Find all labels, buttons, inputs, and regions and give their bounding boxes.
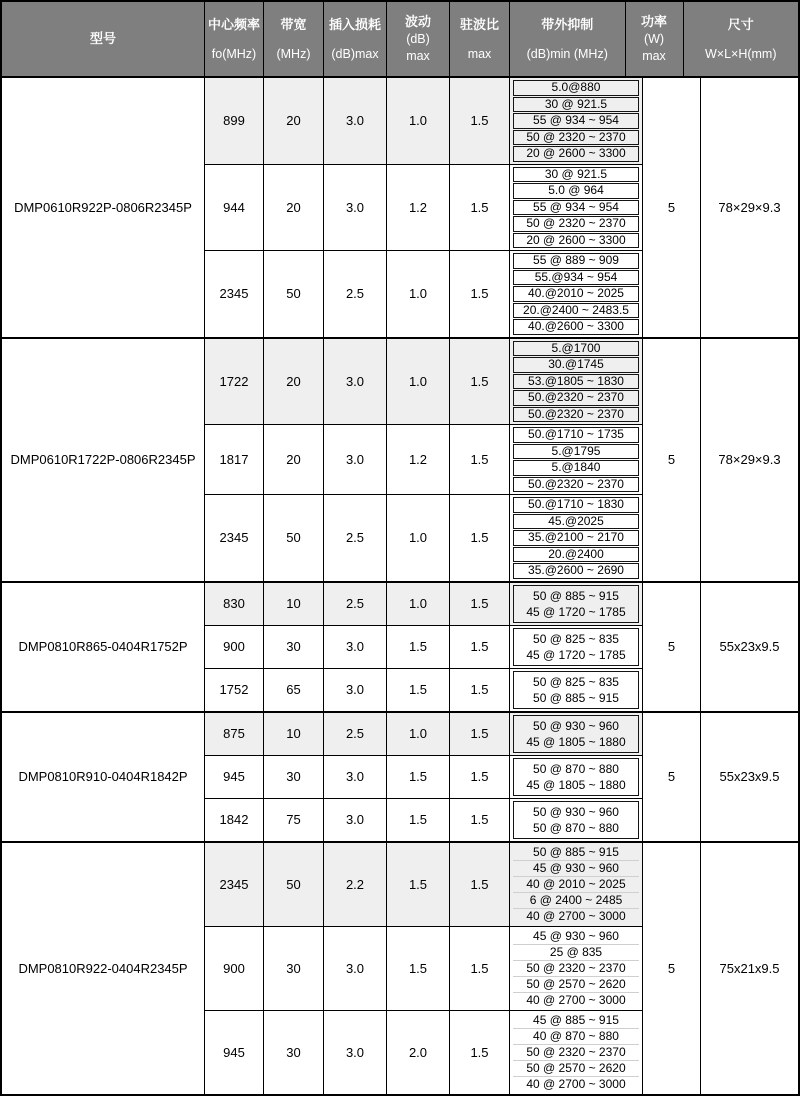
rejection-line: 50 @ 885 ~ 915 bbox=[533, 690, 619, 705]
header-label: fo(MHz) bbox=[211, 46, 257, 61]
rejection-line: 53.@1805 ~ 1830 bbox=[513, 374, 639, 390]
fo-cell: 900 bbox=[205, 626, 264, 668]
ripple-cell: 1.5 bbox=[387, 927, 450, 1010]
rejection-line: 50.@2320 ~ 2370 bbox=[513, 390, 639, 406]
rejection-line: 50 @ 825 ~ 835 bbox=[533, 631, 619, 646]
ripple-cell: 1.0 bbox=[387, 339, 450, 425]
size-cell: 55x23x9.5 bbox=[700, 713, 798, 841]
rejection-cell bbox=[510, 843, 642, 926]
rejection-line: 50.@1710 ~ 1830 bbox=[513, 497, 639, 513]
rejection-cell bbox=[510, 669, 642, 711]
header-label: (dB)max bbox=[331, 46, 379, 61]
fo-cell: 875 bbox=[205, 713, 264, 755]
vswr-cell: 1.5 bbox=[450, 669, 510, 711]
vswr-cell: 1.5 bbox=[450, 425, 510, 494]
power-cell: 5 bbox=[642, 339, 700, 581]
rejection-cell bbox=[510, 713, 642, 755]
bandwidth-cell: 20 bbox=[264, 339, 324, 425]
rejection-line: 30.@1745 bbox=[513, 357, 639, 373]
fo-cell: 900 bbox=[205, 927, 264, 1010]
rejection-cell bbox=[510, 165, 642, 251]
spec-rows bbox=[205, 843, 642, 1094]
rejection-cell bbox=[510, 626, 642, 668]
header-label: W×L×H(mm) bbox=[704, 46, 777, 61]
model-name-cell: DMP0810R865-0404R1752P bbox=[2, 583, 205, 711]
vswr-cell: 1.5 bbox=[450, 495, 510, 581]
model-name-cell: DMP0610R922P-0806R2345P bbox=[2, 78, 205, 337]
model-name-cell: DMP0810R910-0404R1842P bbox=[2, 713, 205, 841]
rejection-line: 50 @ 930 ~ 960 bbox=[533, 804, 619, 819]
fo-cell: 945 bbox=[205, 1011, 264, 1094]
ripple-cell: 1.5 bbox=[387, 843, 450, 926]
spec-row bbox=[205, 339, 642, 425]
model-block-1 bbox=[2, 78, 798, 337]
insertion-loss-cell: 3.0 bbox=[324, 1011, 387, 1094]
vswr-cell: 1.5 bbox=[450, 713, 510, 755]
rejection-cell bbox=[510, 425, 642, 494]
rejection-cell bbox=[510, 927, 642, 1010]
rejection-line: 5.@1795 bbox=[513, 444, 639, 460]
spec-row bbox=[205, 164, 642, 251]
bandwidth-cell: 20 bbox=[264, 78, 324, 164]
rejection-line: 55.@934 ~ 954 bbox=[513, 270, 639, 286]
header-label: 型号 bbox=[89, 31, 116, 46]
rejection-cell bbox=[510, 583, 642, 625]
rejection-cell bbox=[510, 495, 642, 581]
ripple-cell: 1.5 bbox=[387, 756, 450, 798]
rejection-line: 6 @ 2400 ~ 2485 bbox=[513, 892, 639, 908]
header-label: 驻波比 bbox=[459, 16, 499, 32]
header-label: 带宽 bbox=[280, 16, 307, 32]
spec-row bbox=[205, 78, 642, 164]
ripple-cell: 1.0 bbox=[387, 78, 450, 164]
rejection-list bbox=[513, 341, 639, 423]
bandwidth-cell: 20 bbox=[264, 165, 324, 251]
rejection-line: 5.0 @ 964 bbox=[513, 183, 639, 199]
bandwidth-cell: 75 bbox=[264, 799, 324, 841]
ripple-cell: 1.0 bbox=[387, 713, 450, 755]
rejection-line: 45.@2025 bbox=[513, 514, 639, 530]
fo-cell: 830 bbox=[205, 583, 264, 625]
rejection-line: 30 @ 921.5 bbox=[513, 97, 639, 113]
header-label: max bbox=[406, 49, 430, 63]
rejection-list bbox=[513, 80, 639, 162]
ripple-cell: 1.5 bbox=[387, 626, 450, 668]
rejection-list bbox=[513, 628, 639, 666]
rejection-line: 50 @ 2570 ~ 2620 bbox=[513, 1060, 639, 1076]
spec-row bbox=[205, 713, 642, 755]
table-body bbox=[2, 78, 798, 1094]
bandwidth-cell: 10 bbox=[264, 583, 324, 625]
rejection-line: 50 @ 2320 ~ 2370 bbox=[513, 130, 639, 146]
rejection-line: 45 @ 885 ~ 915 bbox=[533, 1012, 619, 1027]
rejection-line: 50 @ 885 ~ 915 bbox=[533, 844, 619, 859]
insertion-loss-cell: 3.0 bbox=[324, 165, 387, 251]
rejection-cell bbox=[510, 251, 642, 337]
power-cell: 5 bbox=[642, 78, 700, 337]
header-cell-model bbox=[2, 2, 205, 76]
header-label: max bbox=[642, 49, 666, 63]
rejection-line: 55 @ 889 ~ 909 bbox=[513, 253, 639, 269]
model-block-3 bbox=[2, 581, 798, 711]
header-cell-size bbox=[684, 2, 799, 76]
insertion-loss-cell: 3.0 bbox=[324, 799, 387, 841]
rejection-line: 35.@2600 ~ 2690 bbox=[513, 563, 639, 579]
header-cell-bandwidth bbox=[264, 2, 324, 76]
insertion-loss-cell: 2.5 bbox=[324, 583, 387, 625]
model-block-5 bbox=[2, 841, 798, 1094]
vswr-cell: 1.5 bbox=[450, 626, 510, 668]
rejection-line: 35.@2100 ~ 2170 bbox=[513, 530, 639, 546]
fo-cell: 944 bbox=[205, 165, 264, 251]
vswr-cell: 1.5 bbox=[450, 756, 510, 798]
rejection-list bbox=[513, 845, 639, 924]
spec-rows bbox=[205, 339, 642, 581]
rejection-cell bbox=[510, 339, 642, 425]
insertion-loss-cell: 3.0 bbox=[324, 425, 387, 494]
header-cell-insertion-loss bbox=[324, 2, 387, 76]
spec-row bbox=[205, 798, 642, 841]
spec-rows bbox=[205, 583, 642, 711]
table-header-row bbox=[2, 2, 798, 78]
vswr-cell: 1.5 bbox=[450, 843, 510, 926]
fo-cell: 899 bbox=[205, 78, 264, 164]
rejection-list bbox=[513, 929, 639, 1008]
rejection-line: 40 @ 2700 ~ 3000 bbox=[513, 992, 639, 1008]
rejection-cell bbox=[510, 756, 642, 798]
rejection-line: 40.@2010 ~ 2025 bbox=[513, 286, 639, 302]
rejection-line: 55 @ 934 ~ 954 bbox=[513, 200, 639, 216]
header-cell-ripple bbox=[387, 2, 450, 76]
rejection-list bbox=[513, 671, 639, 709]
rejection-line: 20 @ 2600 ~ 3300 bbox=[513, 233, 639, 249]
rejection-line: 50 @ 2570 ~ 2620 bbox=[513, 976, 639, 992]
vswr-cell: 1.5 bbox=[450, 165, 510, 251]
rejection-line: 55 @ 934 ~ 954 bbox=[513, 113, 639, 129]
insertion-loss-cell: 3.0 bbox=[324, 756, 387, 798]
fo-cell: 2345 bbox=[205, 495, 264, 581]
rejection-line: 50 @ 930 ~ 960 bbox=[533, 718, 619, 733]
bandwidth-cell: 65 bbox=[264, 669, 324, 711]
rejection-line: 45 @ 1720 ~ 1785 bbox=[526, 604, 626, 619]
insertion-loss-cell: 3.0 bbox=[324, 339, 387, 425]
rejection-list bbox=[513, 758, 639, 796]
model-name-cell: DMP0810R922-0404R2345P bbox=[2, 843, 205, 1094]
fo-cell: 1752 bbox=[205, 669, 264, 711]
rejection-line: 40 @ 2700 ~ 3000 bbox=[513, 908, 639, 924]
rejection-line: 45 @ 1720 ~ 1785 bbox=[526, 647, 626, 662]
rejection-cell bbox=[510, 78, 642, 164]
header-label: 功率 bbox=[640, 14, 667, 29]
rejection-line: 45 @ 1805 ~ 1880 bbox=[526, 777, 626, 792]
bandwidth-cell: 30 bbox=[264, 756, 324, 798]
bandwidth-cell: 30 bbox=[264, 626, 324, 668]
header-cell-rejection bbox=[510, 2, 626, 76]
fo-cell: 2345 bbox=[205, 843, 264, 926]
header-label: (W) bbox=[643, 32, 665, 46]
header-label: 波动 bbox=[404, 14, 431, 29]
rejection-list bbox=[513, 715, 639, 753]
rejection-list bbox=[513, 1013, 639, 1092]
spec-row bbox=[205, 1010, 642, 1094]
header-label: max bbox=[467, 46, 492, 61]
size-cell: 78×29×9.3 bbox=[700, 78, 798, 337]
rejection-line: 40.@2600 ~ 3300 bbox=[513, 319, 639, 335]
spec-row bbox=[205, 583, 642, 625]
rejection-line: 5.@1700 bbox=[513, 341, 639, 357]
spec-rows bbox=[205, 713, 642, 841]
header-label: 中心频率 bbox=[207, 16, 260, 32]
header-cell-power bbox=[626, 2, 684, 76]
header-label: (MHz) bbox=[276, 46, 311, 61]
rejection-line: 45 @ 930 ~ 960 bbox=[533, 928, 619, 943]
spec-row bbox=[205, 668, 642, 711]
insertion-loss-cell: 2.2 bbox=[324, 843, 387, 926]
insertion-loss-cell: 3.0 bbox=[324, 669, 387, 711]
bandwidth-cell: 20 bbox=[264, 425, 324, 494]
rejection-line: 20.@2400 bbox=[513, 547, 639, 563]
spec-row bbox=[205, 250, 642, 337]
ripple-cell: 1.2 bbox=[387, 165, 450, 251]
ripple-cell: 1.0 bbox=[387, 495, 450, 581]
rejection-list bbox=[513, 497, 639, 579]
rejection-line: 50.@2320 ~ 2370 bbox=[513, 477, 639, 493]
rejection-line: 20 @ 2600 ~ 3300 bbox=[513, 146, 639, 162]
rejection-list bbox=[513, 801, 639, 839]
fo-cell: 1722 bbox=[205, 339, 264, 425]
rejection-line: 45 @ 1805 ~ 1880 bbox=[526, 734, 626, 749]
rejection-cell bbox=[510, 799, 642, 841]
header-label: (dB) bbox=[406, 32, 430, 46]
header-label: (dB)min (MHz) bbox=[526, 46, 608, 61]
rejection-line: 50 @ 2320 ~ 2370 bbox=[513, 960, 639, 976]
vswr-cell: 1.5 bbox=[450, 339, 510, 425]
power-cell: 5 bbox=[642, 583, 700, 711]
vswr-cell: 1.5 bbox=[450, 583, 510, 625]
vswr-cell: 1.5 bbox=[450, 799, 510, 841]
bandwidth-cell: 10 bbox=[264, 713, 324, 755]
spec-row bbox=[205, 424, 642, 494]
size-cell: 78×29×9.3 bbox=[700, 339, 798, 581]
power-cell: 5 bbox=[642, 713, 700, 841]
vswr-cell: 1.5 bbox=[450, 1011, 510, 1094]
insertion-loss-cell: 3.0 bbox=[324, 927, 387, 1010]
spec-row bbox=[205, 926, 642, 1010]
rejection-line: 30 @ 921.5 bbox=[513, 167, 639, 183]
rejection-line: 50 @ 2320 ~ 2370 bbox=[513, 1044, 639, 1060]
rejection-line: 50 @ 2320 ~ 2370 bbox=[513, 216, 639, 232]
rejection-line: 50 @ 870 ~ 880 bbox=[533, 820, 619, 835]
ripple-cell: 1.2 bbox=[387, 425, 450, 494]
rejection-line: 20.@2400 ~ 2483.5 bbox=[513, 303, 639, 319]
header-label: 插入损耗 bbox=[328, 16, 381, 32]
spec-row bbox=[205, 625, 642, 668]
ripple-cell: 1.5 bbox=[387, 669, 450, 711]
rejection-line: 50 @ 825 ~ 835 bbox=[533, 674, 619, 689]
bandwidth-cell: 50 bbox=[264, 495, 324, 581]
fo-cell: 1817 bbox=[205, 425, 264, 494]
rejection-list bbox=[513, 585, 639, 623]
bandwidth-cell: 50 bbox=[264, 843, 324, 926]
model-block-2 bbox=[2, 337, 798, 581]
spec-row bbox=[205, 755, 642, 798]
header-label: 尺寸 bbox=[727, 16, 754, 32]
size-cell: 55x23x9.5 bbox=[700, 583, 798, 711]
ripple-cell: 1.5 bbox=[387, 799, 450, 841]
fo-cell: 1842 bbox=[205, 799, 264, 841]
header-cell-vswr bbox=[450, 2, 510, 76]
rejection-list bbox=[513, 427, 639, 492]
rejection-line: 45 @ 930 ~ 960 bbox=[513, 860, 639, 876]
ripple-cell: 1.0 bbox=[387, 583, 450, 625]
vswr-cell: 1.5 bbox=[450, 251, 510, 337]
rejection-line: 50 @ 885 ~ 915 bbox=[533, 588, 619, 603]
model-name-cell: DMP0610R1722P-0806R2345P bbox=[2, 339, 205, 581]
rejection-line: 50 @ 870 ~ 880 bbox=[533, 761, 619, 776]
rejection-line: 40 @ 870 ~ 880 bbox=[513, 1028, 639, 1044]
rejection-line: 50.@1710 ~ 1735 bbox=[513, 427, 639, 443]
rejection-line: 5.@1840 bbox=[513, 460, 639, 476]
insertion-loss-cell: 3.0 bbox=[324, 626, 387, 668]
header-cell-fo bbox=[205, 2, 264, 76]
bandwidth-cell: 30 bbox=[264, 927, 324, 1010]
spec-rows bbox=[205, 78, 642, 337]
header-label: 带外抑制 bbox=[541, 16, 594, 32]
rejection-line: 25 @ 835 bbox=[513, 944, 639, 960]
insertion-loss-cell: 3.0 bbox=[324, 78, 387, 164]
rejection-list bbox=[513, 253, 639, 335]
bandwidth-cell: 50 bbox=[264, 251, 324, 337]
model-block-4 bbox=[2, 711, 798, 841]
ripple-cell: 2.0 bbox=[387, 1011, 450, 1094]
spec-row bbox=[205, 494, 642, 581]
bandwidth-cell: 30 bbox=[264, 1011, 324, 1094]
rejection-list bbox=[513, 167, 639, 249]
fo-cell: 2345 bbox=[205, 251, 264, 337]
spec-row bbox=[205, 843, 642, 926]
insertion-loss-cell: 2.5 bbox=[324, 713, 387, 755]
vswr-cell: 1.5 bbox=[450, 78, 510, 164]
rejection-line: 40 @ 2010 ~ 2025 bbox=[513, 876, 639, 892]
vswr-cell: 1.5 bbox=[450, 927, 510, 1010]
ripple-cell: 1.0 bbox=[387, 251, 450, 337]
rejection-line: 50.@2320 ~ 2370 bbox=[513, 407, 639, 423]
fo-cell: 945 bbox=[205, 756, 264, 798]
insertion-loss-cell: 2.5 bbox=[324, 495, 387, 581]
rejection-line: 40 @ 2700 ~ 3000 bbox=[513, 1076, 639, 1092]
rejection-line: 5.0@880 bbox=[513, 80, 639, 96]
power-cell: 5 bbox=[642, 843, 700, 1094]
insertion-loss-cell: 2.5 bbox=[324, 251, 387, 337]
size-cell: 75x21x9.5 bbox=[700, 843, 798, 1094]
